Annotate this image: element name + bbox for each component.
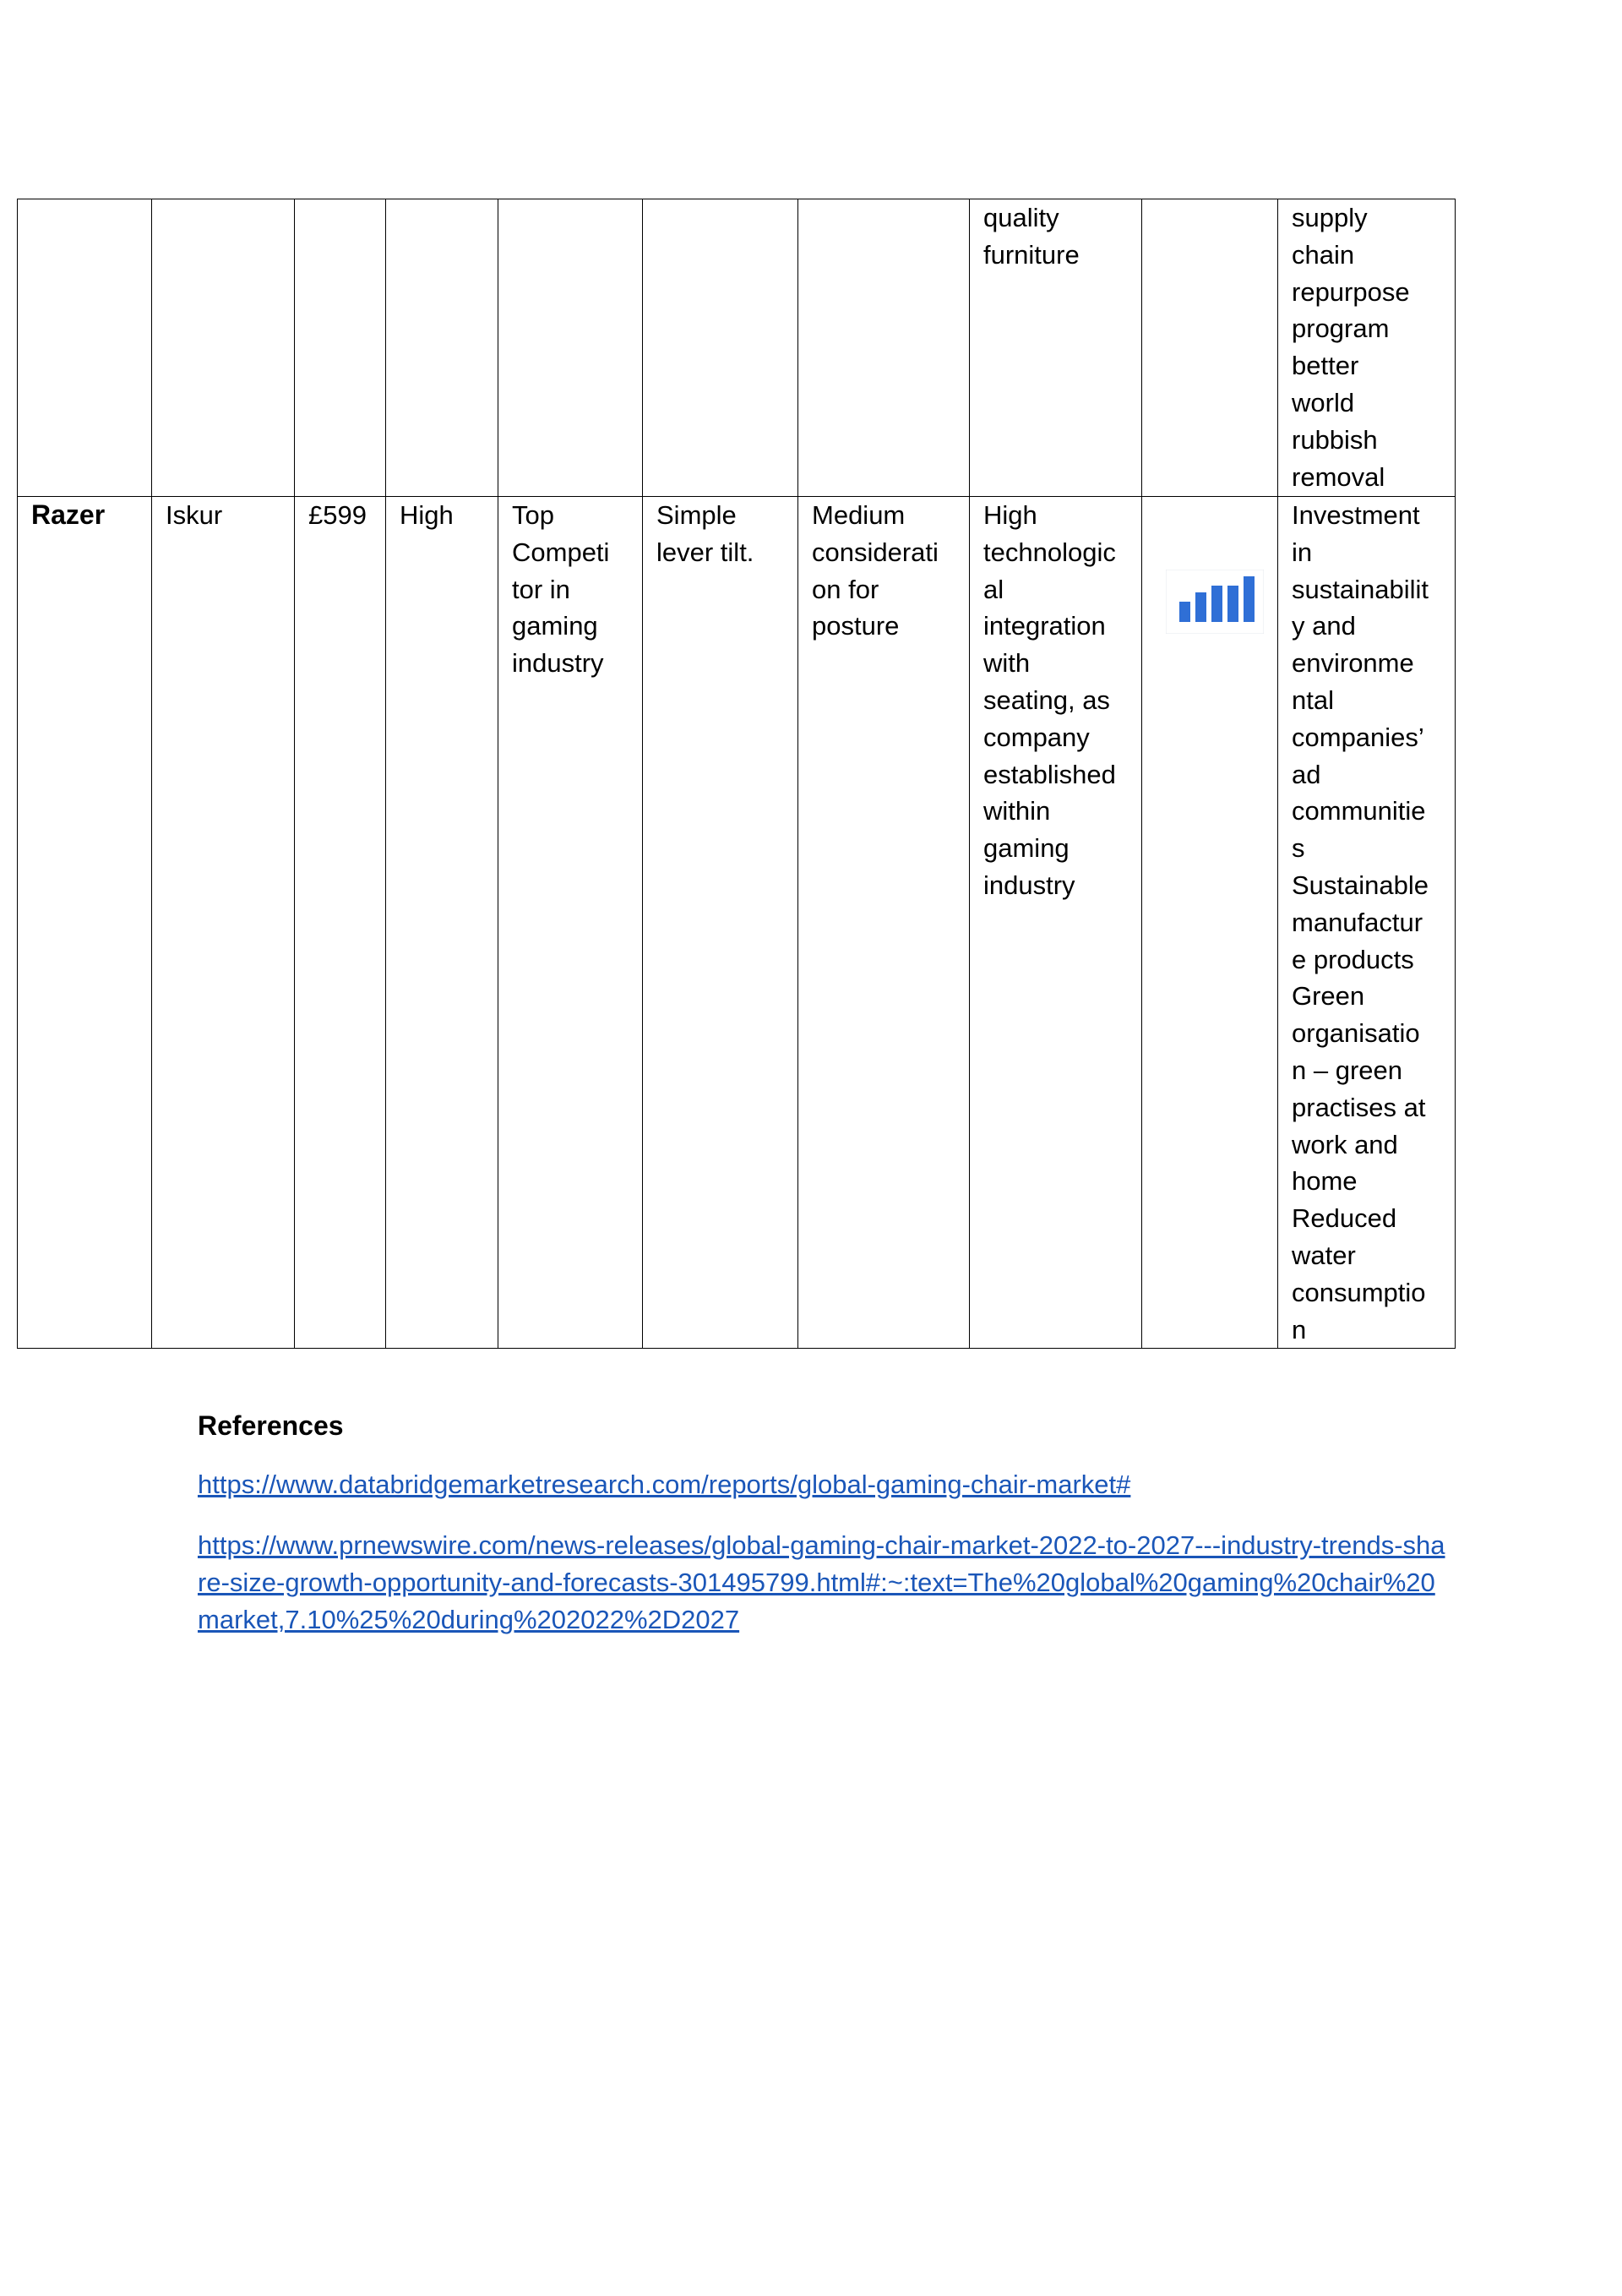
references-section	[198, 1407, 1448, 1662]
table-cell	[295, 497, 386, 1349]
table-cell	[798, 497, 970, 1349]
table-cell	[1142, 199, 1278, 497]
references-heading: References	[198, 1410, 344, 1441]
table-cell	[1278, 497, 1456, 1349]
table-cell	[152, 497, 295, 1349]
icon-bar	[1211, 586, 1222, 622]
table-cell	[18, 199, 152, 497]
technology-cell-text: quality furniture	[983, 203, 1080, 270]
competitor-table	[17, 199, 1456, 1349]
table-cell	[1142, 497, 1278, 1349]
model-name: Iskur	[166, 500, 223, 530]
reference-link-prnewswire[interactable]: https://www.prnewswire.com/news-releases/global-gaming-chair-market-2022-to-2027---industry-trends-share-size-growth-opportunity-and-forecasts-301495799.html#:~:text=The%20global%20gaming%20chair%20market,7.10%25%20during%202022%2D2027	[198, 1530, 1445, 1634]
technology-text: High technologic al integration with seating, as company established within gaming industry	[983, 500, 1116, 900]
table-row-razer	[18, 497, 1456, 1349]
table-cell	[18, 497, 152, 1349]
table-cell	[295, 199, 386, 497]
table-cell	[498, 497, 643, 1349]
table-cell	[643, 199, 798, 497]
price-value: £599	[308, 500, 367, 530]
table-cell	[970, 199, 1142, 497]
table-cell	[152, 199, 295, 497]
brand-name: Razer	[31, 499, 106, 530]
table-cell	[1278, 199, 1456, 497]
table-cell	[386, 497, 498, 1349]
table-row-continued	[18, 199, 1456, 497]
table-cell	[970, 497, 1142, 1349]
sustainability-cell-text: supply chain repurpose program better world rubbish removal	[1292, 203, 1410, 492]
bar-chart-icon-graphic	[1166, 570, 1264, 634]
table-cell	[798, 199, 970, 497]
icon-bar	[1227, 586, 1238, 622]
features-text: Simple lever tilt.	[656, 500, 754, 567]
ergonomics-text: Medium considerati on for posture	[812, 500, 939, 641]
sustainability-text: Investment in sustainabilit y and environme ntal companies’ ad communitie s Sustainable manufactur e products Green organisatio n – green practises at work and home Reduced water consumptio n	[1292, 500, 1429, 1344]
icon-bar	[1244, 576, 1255, 622]
table-cell	[643, 497, 798, 1349]
reference-link-databridge[interactable]: https://www.databridgemarketresearch.com/reports/global-gaming-chair-market#	[198, 1470, 1131, 1499]
icon-bar	[1179, 602, 1190, 622]
table-cell	[498, 199, 643, 497]
competition-text: Top Competi tor in gaming industry	[512, 500, 610, 679]
bar-chart-icon	[1166, 570, 1264, 634]
quality-value: High	[400, 500, 454, 530]
table-cell	[386, 199, 498, 497]
icon-bar	[1195, 592, 1206, 622]
